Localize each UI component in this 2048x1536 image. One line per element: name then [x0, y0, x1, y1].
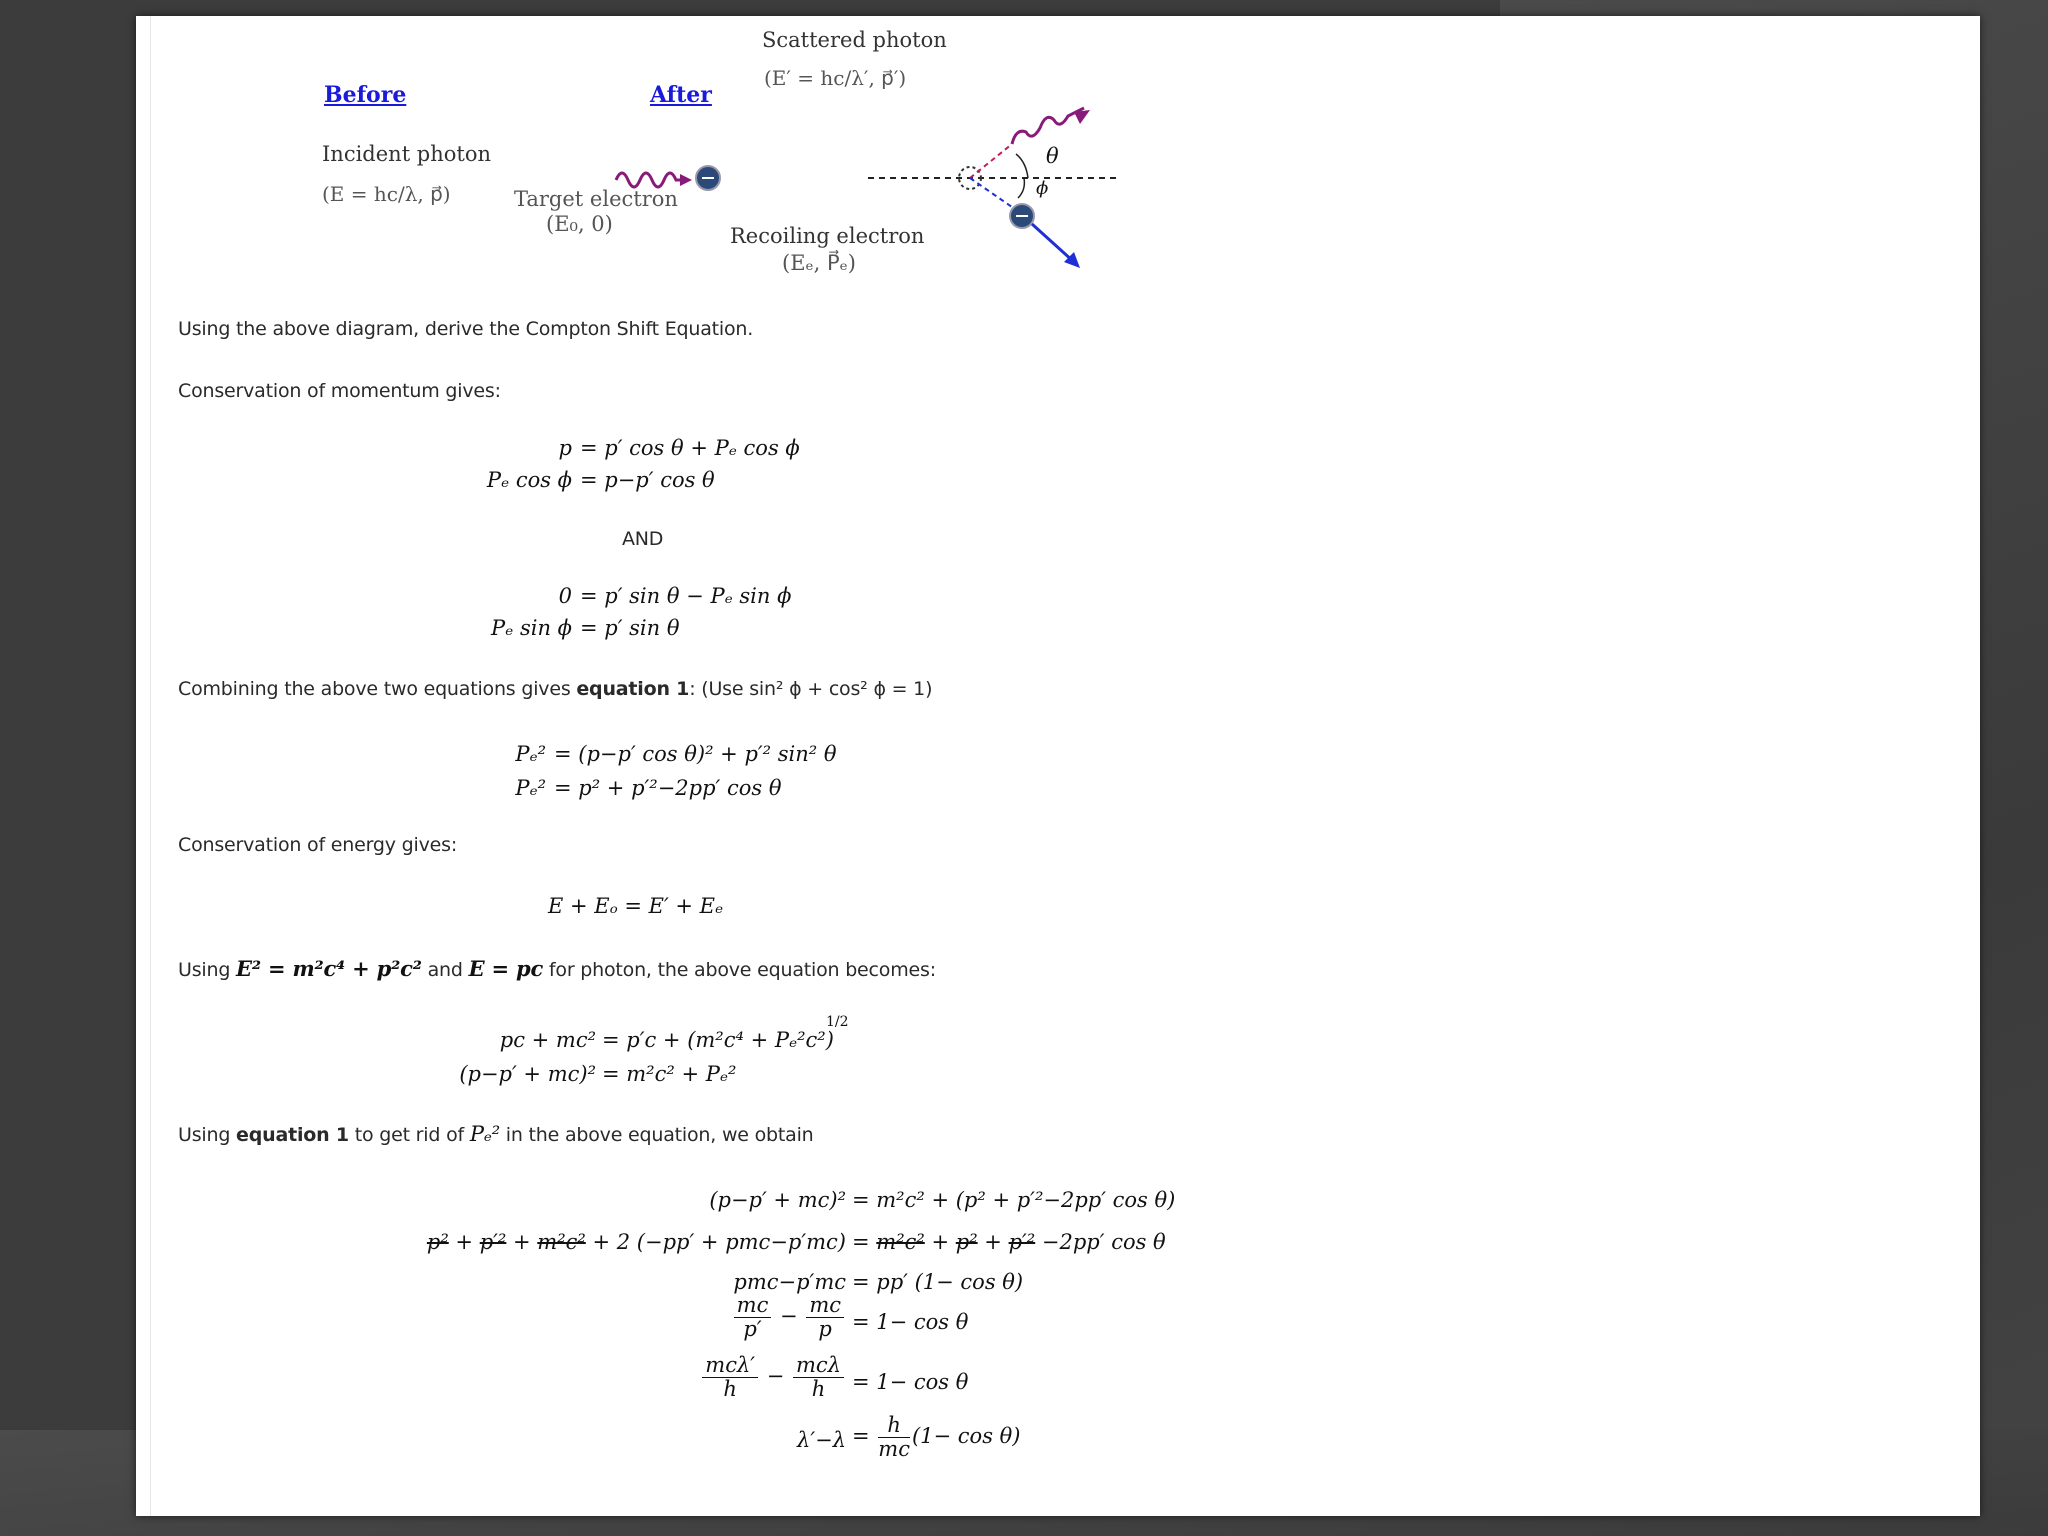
eq1-text — [178, 1122, 814, 1146]
m3-rhs: = p′ sin θ − Pₑ sin ϕ — [580, 584, 792, 608]
using-mid: and — [421, 959, 469, 981]
d5-lhs: $\frac{\text{mcλ′}}{h}$ − $\frac{\text{mcλ}}{h}$ — [556, 1354, 846, 1401]
recoil-electron-arrow — [1032, 224, 1074, 262]
target-electron-formula: (E₀, 0) — [546, 212, 613, 236]
eq1-bold: equation 1 — [236, 1124, 349, 1146]
scattered-photon-label: Scattered photon — [762, 28, 947, 52]
scattered-photon-formula: (E′ = hc/λ′, p⃗′) — [764, 66, 907, 90]
using-epc: E = pc — [468, 956, 544, 981]
combining-suffix: : (Use sin² ϕ + cos² ϕ = 1) — [689, 678, 933, 700]
d2-rhs-c: p′² — [1008, 1230, 1036, 1254]
target-electron-label: Target electron — [514, 187, 678, 211]
d4-rhs: = 1− cos θ — [852, 1310, 969, 1334]
eq1-pe2: Pₑ² — [469, 1122, 500, 1146]
d5-rhs: = 1− cos θ — [852, 1370, 969, 1394]
d3-rhs: = pp′ (1− cos θ) — [852, 1270, 1024, 1294]
d2-lhs: p² + p′² + m²c² + 2 (−pp′ + pmc−p′mc) — [426, 1230, 846, 1254]
d2-lhs-b: p′² — [479, 1230, 507, 1254]
m2-rhs: = p−p′ cos θ — [580, 468, 715, 492]
d1-rhs: = m²c² + (p² + p′²−2pp′ cos θ) — [852, 1188, 1176, 1212]
d3-lhs: pmc−p′mc — [733, 1270, 846, 1294]
d2-rhs-d: −2pp′ cos θ — [1041, 1230, 1166, 1254]
m1-rhs: = p′ cos θ + Pₑ cos ϕ — [580, 436, 800, 460]
c1-rhs: = (p−p′ cos θ)² + p′² sin² θ — [554, 742, 837, 766]
after-link[interactable]: After — [650, 82, 712, 108]
phi-symbol: ϕ — [1036, 178, 1049, 199]
e1-equation: E + Eₒ = E′ + Eₑ — [548, 894, 724, 918]
incident-photon-wave — [616, 173, 688, 187]
d6-lhs: λ′−λ — [797, 1428, 846, 1452]
d4-frac1: $\frac{mc}{p'}$ — [734, 1294, 772, 1341]
d2-rhs-a: m²c² — [876, 1230, 925, 1254]
scattered-photon-arrowhead — [1074, 110, 1090, 124]
m4-lhs: Pₑ sin ϕ — [491, 616, 572, 640]
eq1-mid: to get rid of — [348, 1124, 470, 1146]
and-text: AND — [622, 528, 664, 550]
incident-photon-arrowhead — [680, 174, 692, 186]
d4-lhs: $\frac{mc}{p'}$ − $\frac{mc}{p}$ — [596, 1294, 846, 1341]
d1-lhs: (p−p′ + mc)² — [709, 1188, 846, 1212]
b2-lhs: (p−p′ + mc)² — [459, 1062, 596, 1086]
b1-rhs: = p′c + (m²c⁴ + Pₑ²c²) — [602, 1028, 834, 1052]
recoiling-electron-label: Recoiling electron — [730, 224, 925, 248]
d6-rhs: = $\frac{h}{mc}$ (1− cos θ) — [852, 1413, 1021, 1462]
d6-frac: $\frac{h}{mc}$ — [878, 1413, 910, 1462]
eq1-prefix: Using — [178, 1124, 237, 1146]
combining-bold: equation 1 — [576, 678, 690, 700]
c2-lhs: Pₑ² — [515, 776, 546, 800]
d2-lhs-d: + 2 (−pp′ + pmc−p′mc) — [592, 1230, 846, 1254]
d2-lhs-c: m²c² — [537, 1230, 586, 1254]
m1-lhs: p — [558, 436, 572, 460]
incident-photon-label: Incident photon — [322, 142, 492, 166]
d2-rhs: = m²c² + p² + p′² −2pp′ cos θ — [852, 1230, 1166, 1254]
using-prefix: Using — [178, 959, 237, 981]
m4-rhs: = p′ sin θ — [580, 616, 680, 640]
momentum-heading: Conservation of momentum gives: — [178, 380, 501, 402]
page-margin-rule — [150, 16, 151, 1516]
recoiling-electron-formula: (Eₑ, P⃗ₑ) — [782, 251, 856, 275]
d4-frac2: $\frac{mc}{p}$ — [806, 1294, 844, 1341]
c1-lhs: Pₑ² — [515, 742, 546, 766]
using-text — [178, 956, 936, 981]
eq1-suffix: in the above equation, we obtain — [499, 1124, 814, 1146]
document-page — [136, 16, 1980, 1516]
m2-lhs: Pₑ cos ϕ — [486, 468, 572, 492]
d2-rhs-b: p² — [955, 1230, 978, 1254]
incident-photon-formula: (E = hc/λ, p⃗) — [322, 182, 451, 206]
b2-rhs: = m²c² + Pₑ² — [602, 1062, 737, 1086]
using-e2: E² = m²c⁴ + p²c² — [236, 956, 422, 981]
energy-heading: Conservation of energy gives: — [178, 834, 458, 856]
combining-prefix: Combining the above two equations gives — [178, 678, 577, 700]
intro-text: Using the above diagram, derive the Compton Shift Equation. — [178, 318, 754, 340]
combining-text — [178, 678, 932, 700]
b1-lhs: pc + mc² — [499, 1028, 596, 1052]
b1-exponent: 1/2 — [826, 1014, 849, 1030]
d2-lhs-a: p² — [426, 1230, 449, 1254]
before-link[interactable]: Before — [324, 82, 407, 108]
c2-rhs: = p² + p′²−2pp′ cos θ — [554, 776, 782, 800]
m3-lhs: 0 — [558, 584, 572, 608]
d5-frac1: $\frac{\text{mcλ′}}{h}$ — [702, 1354, 758, 1401]
using-suffix: for photon, the above equation becomes: — [543, 959, 936, 981]
scattered-photon-wave — [1012, 108, 1084, 144]
theta-symbol: θ — [1046, 144, 1059, 168]
d5-frac2: $\frac{\text{mcλ}}{h}$ — [793, 1354, 844, 1401]
